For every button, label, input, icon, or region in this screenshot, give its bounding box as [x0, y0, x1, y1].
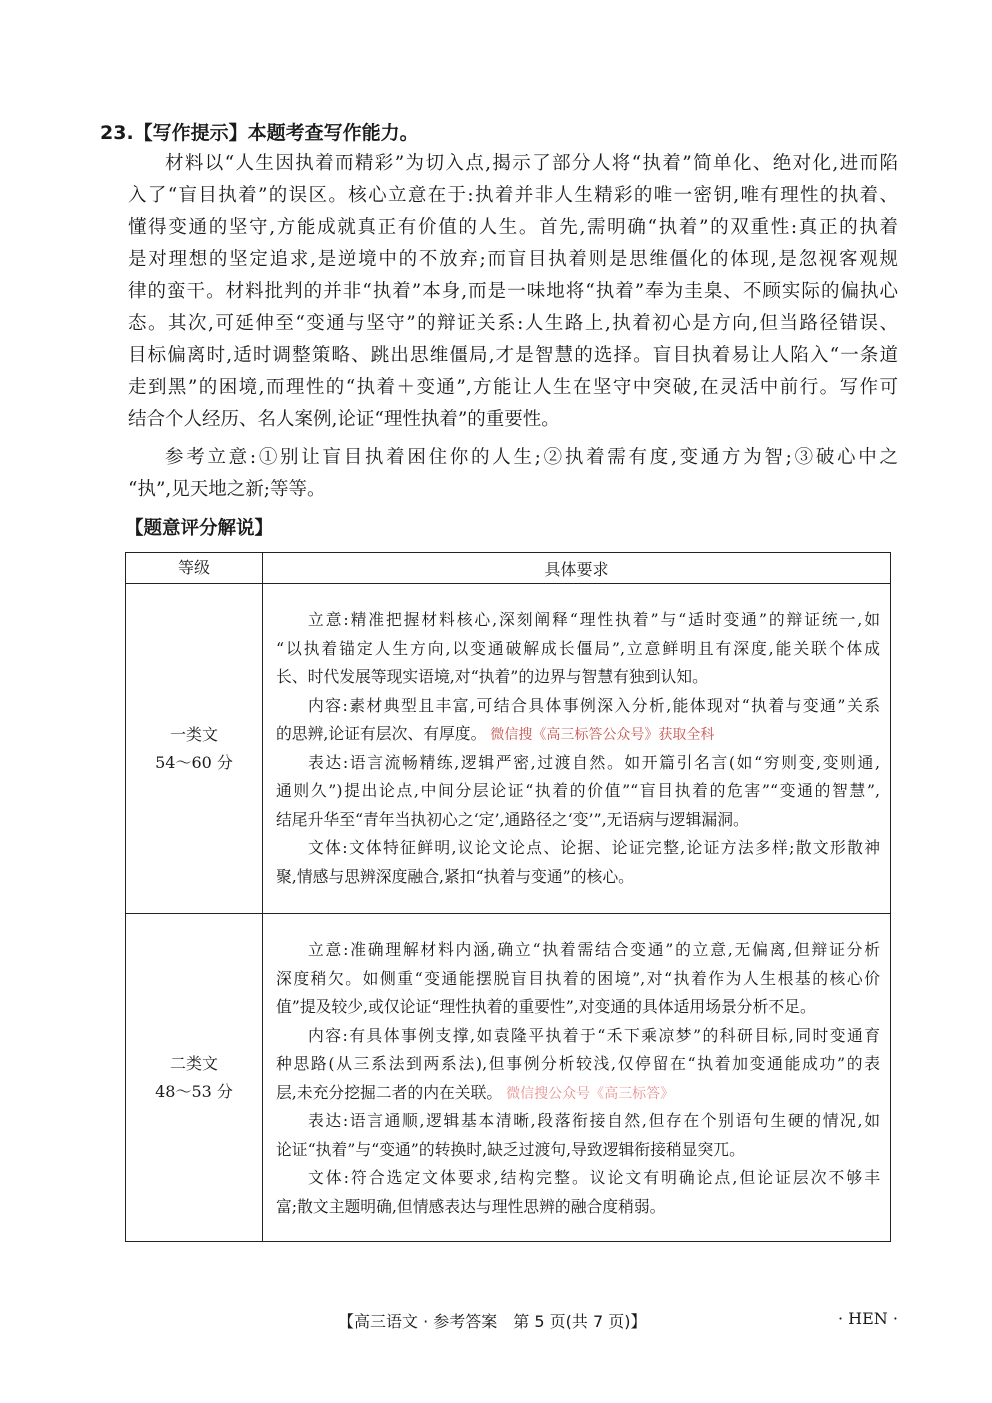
text-line	[276, 834, 880, 863]
text-line-content: 层,未充分挖掘二者的内在关联。	[276, 1082, 503, 1102]
table-row	[126, 584, 891, 914]
requirements-cell	[263, 584, 891, 914]
text-line-content: 立意:精准把握材料核心,深刻阐释“理性执着”与“适时变通”的辩证统一,如	[308, 610, 880, 629]
text-line-content: “以执着锚定人生方向,以变通破解成长僵局”,立意鲜明且有深度,能关联个体成	[276, 638, 880, 658]
table-header-row	[126, 553, 891, 584]
text-line	[276, 749, 880, 778]
text-line	[276, 635, 880, 664]
text-line	[128, 308, 898, 340]
text-line-content: 表达:语言通顺,逻辑基本清晰,段落衔接自然,但存在个别语句生硬的情况,如	[308, 1111, 880, 1130]
text-line-content: 走到黑”的困境,而理性的“执着＋变通”,方能让人生在坚守中突破,在灵活中前行。写作可	[128, 377, 898, 398]
page-footer: 【高三语文 · 参考答案 第 5 页(共 7 页)】	[338, 1312, 647, 1331]
level-cell	[126, 914, 263, 1242]
text-line	[276, 1164, 880, 1193]
text-line-content: 结合个人经历、名人案例,论证“理性执着”的重要性。	[128, 409, 560, 430]
text-line	[128, 148, 898, 180]
text-line	[276, 863, 880, 892]
text-line-content: 文体:符合选定文体要求,结构完整。议论文有明确论点,但论证层次不够丰	[308, 1168, 880, 1187]
text-line-content: 聚,情感与思辨深度融合,紧扣“执着与变通”的核心。	[276, 866, 634, 886]
text-line-content: 内容:有具体事例支撑,如袁隆平执着于“禾下乘凉梦”的科研目标,同时变通育	[308, 1025, 880, 1045]
text-line	[128, 474, 898, 506]
text-line	[276, 965, 880, 994]
question-body	[128, 148, 898, 506]
level-score: 48～53 分	[155, 1081, 233, 1101]
text-line	[128, 372, 898, 404]
question-title: 23.【写作提示】本题考查写作能力。	[100, 122, 419, 144]
text-line-content: 目标偏离时,适时调整策略、跳出思维僵局,才是智慧的选择。盲目执着易让人陷入“一条道	[128, 345, 898, 366]
text-line-content: 材料以“人生因执着而精彩”为切入点,揭示了部分人将“执着”简单化、绝对化,进而陷	[165, 153, 898, 174]
watermark: 微信搜《高三标答公众号》获取全科	[490, 727, 715, 743]
section-title: 【题意评分解说】	[125, 518, 274, 539]
text-line	[128, 212, 898, 244]
level-cell	[126, 584, 263, 914]
text-line-content: 的思辨,论证有层次、有厚度。	[276, 724, 487, 743]
text-line	[276, 1050, 880, 1079]
header-level: 等级	[126, 553, 263, 584]
text-line-content: 表达:语言流畅精练,逻辑严密,过渡自然。如开篇引名言(如“穷则变,变则通,	[308, 752, 880, 772]
text-line	[276, 1136, 880, 1165]
text-line	[276, 806, 880, 835]
text-line-content: 参考立意:①别让盲目执着困住你的人生;②执着需有度,变通方为智;③破心中之	[165, 447, 898, 468]
text-line-content: 是对理想的坚定追求,是逆境中的不放弃;而盲目执着则是思维僵化的体现,是忽视客观规	[128, 249, 898, 270]
text-line-content: 立意:准确理解材料内涵,确立“执着需结合变通”的立意,无偏离,但辩证分析	[308, 940, 880, 959]
text-line	[128, 276, 898, 308]
level-name: 一类文	[169, 724, 218, 744]
text-line	[276, 993, 880, 1022]
table-row	[126, 914, 891, 1242]
text-line-content: 入了“盲目执着”的误区。核心立意在于:执着并非人生精彩的唯一密钥,唯有理性的执着、	[128, 185, 898, 206]
text-line	[128, 404, 898, 436]
text-line	[128, 244, 898, 276]
text-line	[276, 720, 880, 749]
text-line	[128, 442, 898, 474]
text-line	[276, 1193, 880, 1222]
text-line-content: 结尾升华至“青年当执初心之‘定’,通路径之‘变’”,无语病与逻辑漏洞。	[276, 809, 749, 829]
scoring-table	[125, 552, 891, 1242]
text-line-content: 深度稍欠。如侧重“变通能摆脱盲目执着的困境”,对“执着作为人生根基的核心价	[276, 968, 880, 988]
text-line-content: 懂得变通的坚守,方能成就真正有价值的人生。首先,需明确“执着”的双重性:真正的执着	[128, 217, 898, 238]
text-line-content: 内容:素材典型且丰富,可结合具体事例深入分析,能体现对“执着与变通”关系	[308, 695, 880, 715]
text-line-content: 态。其次,可延伸至“变通与坚守”的辩证关系:人生路上,执着初心是方向,但当路径错误、	[128, 313, 898, 334]
text-line-content: 种思路(从三系法到两系法),但事例分析较浅,仅停留在“执着加变通能成功”的表	[276, 1054, 880, 1073]
text-line-content: 文体:文体特征鲜明,议论文论点、论据、论证完整,论证方法多样;散文形散神	[308, 838, 880, 857]
watermark: 微信搜公众号《高三标答》	[506, 1085, 675, 1102]
text-line-content: 律的蛮干。材料批判的并非“执着”本身,而是一味地将“执着”奉为圭臬、不顾实际的偏执心	[128, 281, 898, 302]
text-line	[276, 1022, 880, 1051]
level-name: 二类文	[169, 1053, 218, 1073]
level-score: 54～60 分	[155, 752, 233, 772]
requirements-cell	[263, 914, 891, 1242]
header-requirements: 具体要求	[263, 553, 891, 584]
text-line-content: 长、时代发展等现实语境,对“执着”的边界与智慧有独到认知。	[276, 667, 708, 686]
text-line	[276, 1107, 880, 1136]
text-line	[128, 340, 898, 372]
text-line	[276, 606, 880, 635]
footer-code: · HEN ·	[838, 1309, 898, 1328]
text-line	[276, 936, 880, 965]
text-line	[276, 1079, 880, 1108]
text-line	[128, 180, 898, 212]
text-line-content: 值”提及较少,或仅论证“理性执着的重要性”,对变通的具体适用场景分析不足。	[276, 997, 816, 1016]
text-line-content: 论证“执着”与“变通”的转换时,缺乏过渡句,导致逻辑衔接稍显突兀。	[276, 1139, 745, 1159]
text-line	[276, 692, 880, 721]
text-line-content: 富;散文主题明确,但情感表达与理性思辨的融合度稍弱。	[276, 1196, 666, 1216]
text-line-content: “执”,见天地之新;等等。	[128, 479, 326, 500]
text-line	[276, 663, 880, 692]
text-line-content: 通则久”)提出论点,中间分层论证“执着的价值”“盲目执着的危害”“变通的智慧”,	[276, 781, 880, 800]
text-line	[276, 777, 880, 806]
